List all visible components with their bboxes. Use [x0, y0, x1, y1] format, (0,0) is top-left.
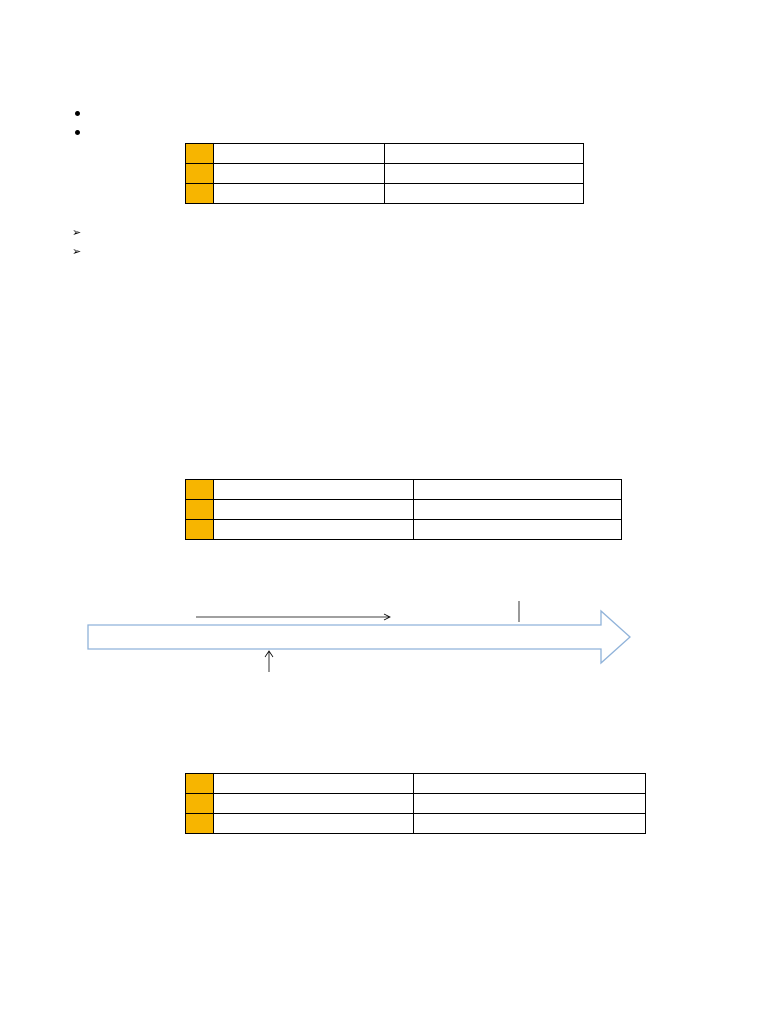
example-cell [414, 794, 646, 814]
form-cell [214, 774, 414, 794]
timeline-arrow [88, 611, 630, 663]
example-cell [414, 814, 646, 834]
symbol-cell [186, 814, 214, 834]
form-cell [214, 794, 414, 814]
arrow-bullet-icon: ➢ [72, 246, 82, 258]
table-row [186, 794, 646, 814]
table-row [186, 774, 646, 794]
form-cell [214, 814, 414, 834]
symbol-cell [186, 774, 214, 794]
used-to-table [185, 773, 646, 834]
symbol-cell [186, 794, 214, 814]
table-row [186, 814, 646, 834]
arrow-bullet-icon: ➢ [72, 227, 82, 239]
example-cell [414, 774, 646, 794]
